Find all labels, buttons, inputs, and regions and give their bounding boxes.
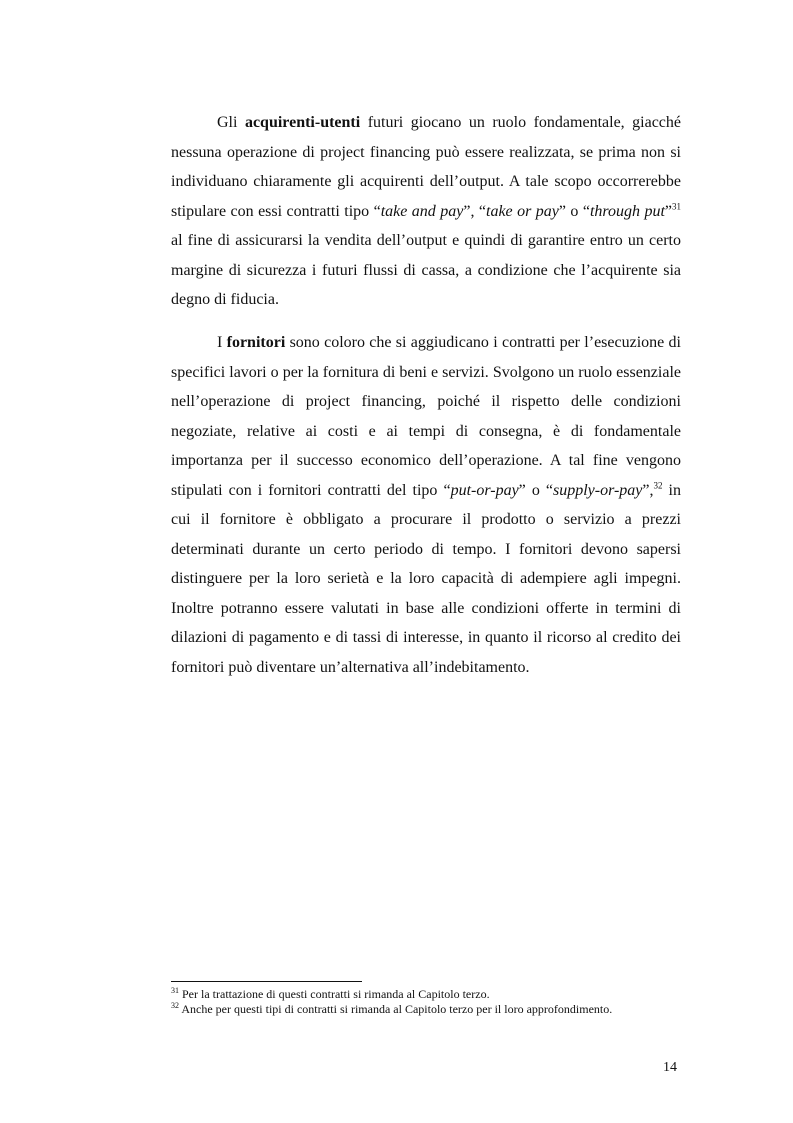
p1-text-a: futuri giocano un ruolo fondamentale, giacché nessuna operazione di project financing può essere realizzata, se prima non si individuano chiaramente gli acquirenti dell’output. A tale scopo occorrerebbe stipulare con essi contratti tipo “ [171,114,681,220]
p1-text-e: al fine di assicurarsi la vendita dell’output e quindi di garantire entro un certo margine di sicurezza i futuri flussi di cassa, a condizione che l’acquirente sia degno di fiducia. [171,232,681,308]
p1-text-d: ” [664,202,673,220]
paragraph-acquirenti-utenti [171,108,681,315]
footnote-31 [171,987,691,1002]
footnote-text: Anche per questi tipi di contratti si rimanda al Capitolo terzo per il loro approfondimento. [179,1002,613,1016]
term-fornitori: fornitori [226,334,286,351]
footnote-32 [171,1002,691,1017]
p1-text-b: ”, “ [463,202,486,220]
footnotes [171,987,691,1017]
p2-text-d: in cui il fornitore è obbligato a procurare il prodotto o servizio a prezzi determinati durante un certo periodo di tempo. I fornitori devono sapersi distinguere per la loro serietà e la loro capacità di adempiere agli impegni. Inoltre potranno essere valutati in base alle condizioni offerte in termini di dilazioni di pagamento e di tassi di interesse, in quanto il ricorso al credito dei fornitori può diventare un’alternativa all’indebitamento. [171,481,682,676]
term-acquirenti-utenti: acquirenti-utenti [244,114,361,131]
term-supply-or-pay: supply-or-pay [552,481,643,499]
footnote-number: 31 [171,986,179,995]
term-take-or-pay: take or pay [486,202,559,220]
paragraph-fornitori [171,328,681,682]
term-take-and-pay: take and pay [380,202,464,220]
footnote-separator [171,981,362,982]
p2-text-c: ”, [642,481,654,499]
p1-pre-bold: Gli [217,114,245,131]
term-put-or-pay: put-or-pay [450,481,519,499]
footnote-ref-31[interactable]: 31 [672,201,682,212]
footnote-text: Per la trattazione di questi contratti si rimanda al Capitolo terzo. [179,987,490,1001]
footnote-ref-32[interactable]: 32 [653,480,663,491]
term-through-put: through put [589,202,665,220]
p2-pre-bold: I [217,334,227,351]
page-number: 14 [663,1060,677,1075]
footnote-number: 32 [171,1001,179,1010]
p2-text-b: ” o “ [518,481,553,499]
p1-text-c: ” o “ [558,202,590,220]
p2-text-a: sono coloro che si aggiudicano i contratti per l’esecuzione di specifici lavori o per la fornitura di beni e servizi. Svolgono un ruolo essenziale nell’operazione di project financing, poiché il rispetto delle condizioni negoziate, relative ai costi e ai tempi di consegna, è di fondamentale importanza per il successo economico dell’operazione. A tal fine vengono stipulati con i fornitori contratti del tipo “ [171,334,681,499]
